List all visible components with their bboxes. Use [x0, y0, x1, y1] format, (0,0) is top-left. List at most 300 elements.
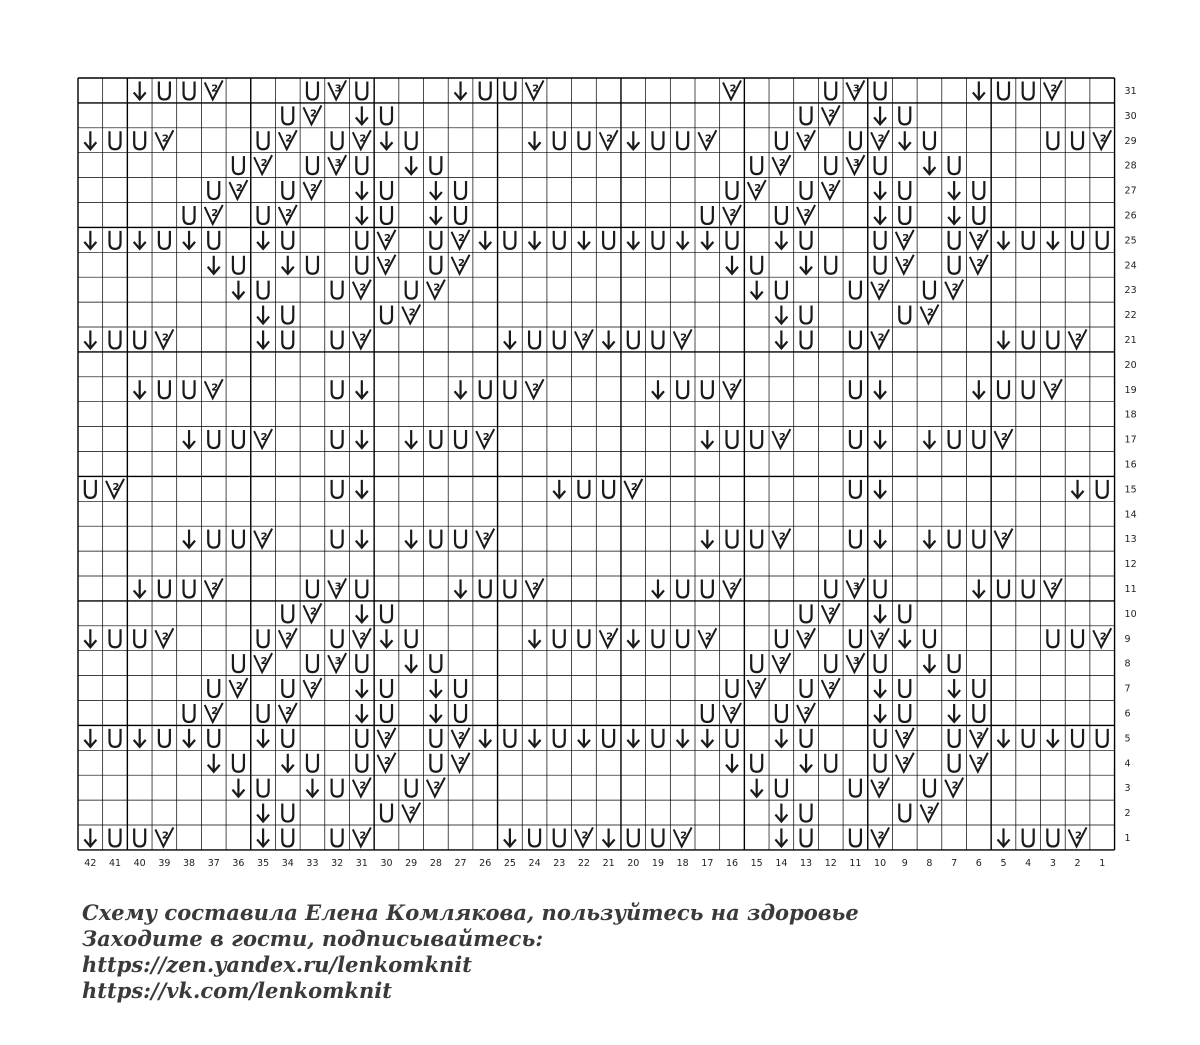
- decrease-count: 2: [877, 780, 885, 792]
- decrease-2-icon: [155, 628, 173, 647]
- yarn-over-icon: [677, 380, 688, 398]
- yarn-over-shape: [134, 330, 145, 348]
- decrease-count: 2: [260, 656, 268, 668]
- yarn-over-icon: [702, 704, 713, 722]
- column-label: 31: [355, 857, 368, 869]
- yarn-over-shape: [702, 380, 713, 398]
- decrease-count: 2: [976, 730, 984, 742]
- yarn-over-shape: [554, 231, 565, 249]
- yarn-over-shape: [282, 604, 293, 622]
- yarn-over-icon: [307, 579, 318, 597]
- yarn-over-icon: [875, 654, 886, 672]
- yarn-over-shape: [924, 779, 935, 797]
- yarn-over-shape: [258, 281, 269, 299]
- down-arrow-icon: [282, 256, 294, 274]
- yarn-over-shape: [850, 281, 861, 299]
- yarn-over-icon: [134, 629, 145, 647]
- yarn-over-icon: [184, 206, 195, 224]
- down-arrow-icon: [381, 629, 393, 647]
- yarn-over-shape: [110, 330, 121, 348]
- yarn-over-shape: [973, 430, 984, 448]
- decrease-count: 3: [852, 158, 860, 170]
- yarn-over-icon: [949, 754, 960, 772]
- yarn-over-shape: [381, 804, 392, 822]
- yarn-over-shape: [430, 754, 441, 772]
- yarn-over-icon: [801, 306, 812, 324]
- decrease-count: 2: [877, 631, 885, 643]
- decrease-2-icon: [698, 628, 716, 647]
- down-arrow-icon: [208, 256, 220, 274]
- yarn-over-shape: [1072, 131, 1083, 149]
- yarn-over-icon: [677, 629, 688, 647]
- yarn-over-icon: [258, 629, 269, 647]
- decrease-count: 2: [976, 232, 984, 244]
- decrease-count: 2: [458, 232, 466, 244]
- down-arrow-icon: [134, 579, 146, 597]
- yarn-over-shape: [406, 131, 417, 149]
- yarn-over-shape: [973, 206, 984, 224]
- yarn-over-icon: [504, 729, 515, 747]
- yarn-over-icon: [1023, 729, 1034, 747]
- yarn-over-shape: [850, 430, 861, 448]
- down-arrow-icon: [381, 131, 393, 149]
- yarn-over-icon: [973, 679, 984, 697]
- column-label: 42: [84, 857, 97, 869]
- yarn-over-icon: [801, 330, 812, 348]
- yarn-over-shape: [1072, 629, 1083, 647]
- row-label: 21: [1124, 334, 1137, 346]
- yarn-over-shape: [801, 729, 812, 747]
- decrease-2-icon: [1044, 578, 1062, 597]
- decrease-2-icon: [303, 105, 321, 124]
- yarn-over-icon: [578, 629, 589, 647]
- down-arrow-icon: [775, 729, 787, 747]
- yarn-over-icon: [949, 156, 960, 174]
- yarn-over-icon: [332, 480, 343, 498]
- yarn-over-shape: [875, 81, 886, 99]
- decrease-2-icon: [871, 280, 889, 299]
- yarn-over-icon: [356, 256, 367, 274]
- vk-link[interactable]: https://vk.com/lenkomknit: [82, 978, 392, 1003]
- decrease-count: 2: [359, 830, 367, 842]
- yarn-over-icon: [282, 306, 293, 324]
- down-arrow-icon: [775, 231, 787, 249]
- decrease-2-icon: [1093, 628, 1111, 647]
- yarn-over-icon: [875, 156, 886, 174]
- down-arrow-icon: [405, 156, 417, 174]
- decrease-2-icon: [1069, 329, 1087, 348]
- row-label: 5: [1124, 733, 1131, 745]
- yarn-over-icon: [998, 380, 1009, 398]
- decrease-2-icon: [871, 130, 889, 149]
- decrease-2-icon: [106, 479, 124, 498]
- decrease-2-icon: [970, 753, 988, 772]
- yarn-over-shape: [356, 256, 367, 274]
- down-arrow-icon: [257, 804, 269, 822]
- yarn-over-icon: [578, 480, 589, 498]
- yarn-over-shape: [430, 256, 441, 274]
- yarn-over-icon: [850, 281, 861, 299]
- decrease-count: 2: [285, 705, 293, 717]
- yarn-over-shape: [652, 131, 663, 149]
- decrease-3-icon: [846, 80, 864, 99]
- yarn-over-icon: [603, 480, 614, 498]
- yarn-over-shape: [949, 231, 960, 249]
- yarn-over-icon: [850, 480, 861, 498]
- yarn-over-shape: [751, 754, 762, 772]
- yarn-over-icon: [307, 156, 318, 174]
- yarn-over-icon: [282, 330, 293, 348]
- yarn-over-icon: [554, 330, 565, 348]
- yarn-over-shape: [406, 629, 417, 647]
- decrease-3-icon: [328, 155, 346, 174]
- yarn-over-icon: [973, 181, 984, 199]
- decrease-2-icon: [797, 628, 815, 647]
- yarn-over-icon: [850, 629, 861, 647]
- decrease-2-icon: [254, 155, 272, 174]
- decrease-count: 2: [1050, 382, 1058, 394]
- yarn-over-icon: [850, 330, 861, 348]
- column-label: 41: [108, 857, 122, 869]
- yarn-over-icon: [381, 604, 392, 622]
- down-arrow-icon: [973, 380, 985, 398]
- yarn-over-shape: [134, 629, 145, 647]
- yarn-over-icon: [801, 106, 812, 124]
- yarn-over-shape: [233, 654, 244, 672]
- yarn-over-icon: [159, 579, 170, 597]
- yarn-over-icon: [1023, 579, 1034, 597]
- yarn-over-shape: [603, 729, 614, 747]
- yarn-over-icon: [134, 330, 145, 348]
- down-arrow-icon: [998, 828, 1010, 846]
- down-arrow-icon: [529, 629, 541, 647]
- yarn-over-shape: [924, 629, 935, 647]
- column-label: 1: [1099, 857, 1106, 869]
- yarn-over-shape: [801, 106, 812, 124]
- yarn-over-icon: [554, 729, 565, 747]
- down-arrow-icon: [578, 729, 590, 747]
- yarn-over-shape: [1023, 380, 1034, 398]
- decrease-2-icon: [452, 753, 470, 772]
- yarn-over-icon: [801, 729, 812, 747]
- decrease-2-icon: [378, 753, 396, 772]
- yarn-over-shape: [332, 281, 343, 299]
- yarn-over-icon: [776, 704, 787, 722]
- decrease-2-icon: [772, 155, 790, 174]
- decrease-count: 2: [458, 755, 466, 767]
- decrease-2-icon: [205, 379, 223, 398]
- row-label: 29: [1124, 135, 1137, 147]
- yarn-over-icon: [825, 81, 836, 99]
- decrease-count: 2: [729, 705, 737, 717]
- decrease-count: 2: [359, 332, 367, 344]
- column-label: 17: [701, 857, 714, 869]
- decrease-2-icon: [254, 429, 272, 448]
- down-arrow-icon: [356, 679, 368, 697]
- decrease-2-icon: [871, 628, 889, 647]
- yarn-over-shape: [381, 704, 392, 722]
- yarn-over-shape: [184, 704, 195, 722]
- decrease-count: 2: [926, 307, 934, 319]
- row-label: 7: [1124, 683, 1131, 695]
- decrease-2-icon: [353, 827, 371, 846]
- yarn-over-icon: [208, 729, 219, 747]
- down-arrow-icon: [603, 330, 615, 348]
- yarn-over-shape: [455, 181, 466, 199]
- yarn-over-shape: [134, 828, 145, 846]
- yarn-over-icon: [850, 131, 861, 149]
- decrease-2-icon: [723, 80, 741, 99]
- yarn-over-shape: [652, 629, 663, 647]
- yarn-over-icon: [455, 430, 466, 448]
- yarn-over-shape: [825, 256, 836, 274]
- yarn-over-icon: [430, 754, 441, 772]
- yarn-over-icon: [430, 231, 441, 249]
- down-arrow-icon: [923, 430, 935, 448]
- column-label: 30: [380, 857, 393, 869]
- decrease-2-icon: [254, 529, 272, 548]
- zen-link[interactable]: https://zen.yandex.ru/lenkomknit: [82, 952, 472, 977]
- yarn-over-shape: [801, 604, 812, 622]
- yarn-over-icon: [307, 654, 318, 672]
- decrease-2-icon: [748, 678, 766, 697]
- yarn-over-icon: [480, 579, 491, 597]
- down-arrow-icon: [134, 380, 146, 398]
- decrease-count: 2: [828, 606, 836, 618]
- decrease-count: 2: [926, 805, 934, 817]
- yarn-over-icon: [776, 779, 787, 797]
- yarn-over-shape: [727, 530, 738, 548]
- yarn-over-icon: [652, 629, 663, 647]
- down-arrow-icon: [701, 729, 713, 747]
- decrease-count: 2: [1050, 581, 1058, 593]
- decrease-3-icon: [846, 653, 864, 672]
- yarn-over-icon: [184, 704, 195, 722]
- yarn-over-shape: [455, 679, 466, 697]
- yarn-over-icon: [751, 654, 762, 672]
- yarn-over-icon: [727, 181, 738, 199]
- column-label: 23: [553, 857, 566, 869]
- yarn-over-shape: [332, 828, 343, 846]
- yarn-over-icon: [776, 629, 787, 647]
- down-arrow-icon: [356, 380, 368, 398]
- yarn-over-icon: [134, 828, 145, 846]
- column-label: 6: [975, 857, 982, 869]
- down-arrow-icon: [627, 729, 639, 747]
- yarn-over-icon: [332, 779, 343, 797]
- yarn-over-shape: [825, 579, 836, 597]
- yarn-over-shape: [208, 181, 219, 199]
- yarn-over-shape: [307, 256, 318, 274]
- yarn-over-shape: [356, 654, 367, 672]
- yarn-over-icon: [850, 430, 861, 448]
- column-label: 8: [926, 857, 933, 869]
- yarn-over-icon: [1097, 729, 1108, 747]
- down-arrow-icon: [800, 754, 812, 772]
- yarn-over-shape: [578, 629, 589, 647]
- yarn-over-icon: [727, 729, 738, 747]
- yarn-over-shape: [282, 231, 293, 249]
- decrease-count: 2: [285, 207, 293, 219]
- yarn-over-icon: [233, 654, 244, 672]
- yarn-over-shape: [480, 81, 491, 99]
- yarn-over-icon: [356, 654, 367, 672]
- row-label: 4: [1124, 758, 1131, 770]
- yarn-over-icon: [554, 231, 565, 249]
- yarn-over-shape: [1047, 330, 1058, 348]
- decrease-2-icon: [1093, 130, 1111, 149]
- yarn-over-icon: [924, 131, 935, 149]
- yarn-over-shape: [381, 604, 392, 622]
- column-label: 19: [651, 857, 665, 869]
- yarn-over-icon: [233, 754, 244, 772]
- yarn-over-shape: [850, 380, 861, 398]
- yarn-over-icon: [381, 704, 392, 722]
- yarn-over-shape: [1047, 131, 1058, 149]
- down-arrow-icon: [84, 729, 96, 747]
- yarn-over-shape: [652, 231, 663, 249]
- yarn-over-shape: [159, 231, 170, 249]
- decrease-2-icon: [920, 803, 938, 822]
- column-label: 10: [874, 857, 887, 869]
- yarn-over-shape: [430, 530, 441, 548]
- down-arrow-icon: [529, 231, 541, 249]
- yarn-over-icon: [110, 629, 121, 647]
- yarn-over-shape: [677, 380, 688, 398]
- yarn-over-shape: [702, 579, 713, 597]
- row-label: 8: [1124, 658, 1131, 670]
- yarn-over-shape: [825, 754, 836, 772]
- yarn-over-icon: [406, 779, 417, 797]
- yarn-over-shape: [554, 828, 565, 846]
- yarn-over-shape: [973, 530, 984, 548]
- yarn-over-shape: [356, 156, 367, 174]
- row-label: 1: [1124, 832, 1131, 844]
- decrease-2-icon: [896, 728, 914, 747]
- yarn-over-shape: [727, 679, 738, 697]
- yarn-over-icon: [307, 256, 318, 274]
- yarn-over-shape: [159, 729, 170, 747]
- yarn-over-icon: [332, 530, 343, 548]
- decrease-count: 2: [902, 755, 910, 767]
- down-arrow-icon: [183, 729, 195, 747]
- decrease-2-icon: [945, 778, 963, 797]
- column-label: 22: [577, 857, 590, 869]
- decrease-2-icon: [896, 230, 914, 249]
- yarn-over-icon: [875, 579, 886, 597]
- yarn-over-icon: [356, 81, 367, 99]
- column-label: 25: [503, 857, 516, 869]
- yarn-over-icon: [825, 579, 836, 597]
- yarn-over-icon: [1097, 231, 1108, 249]
- yarn-over-icon: [801, 679, 812, 697]
- yarn-over-shape: [307, 754, 318, 772]
- column-label: 16: [725, 857, 739, 869]
- yarn-over-shape: [529, 828, 540, 846]
- yarn-over-icon: [899, 804, 910, 822]
- yarn-over-icon: [282, 106, 293, 124]
- down-arrow-icon: [356, 704, 368, 722]
- decrease-count: 2: [532, 83, 540, 95]
- decrease-2-icon: [353, 280, 371, 299]
- decrease-count: 2: [754, 681, 762, 693]
- yarn-over-icon: [899, 306, 910, 324]
- down-arrow-icon: [874, 704, 886, 722]
- down-arrow-icon: [677, 729, 689, 747]
- yarn-over-shape: [578, 131, 589, 149]
- yarn-over-icon: [652, 729, 663, 747]
- yarn-over-shape: [949, 530, 960, 548]
- yarn-over-shape: [652, 828, 663, 846]
- decrease-count: 3: [334, 83, 342, 95]
- decrease-count: 2: [754, 183, 762, 195]
- yarn-over-icon: [258, 779, 269, 797]
- decrease-2-icon: [1044, 80, 1062, 99]
- yarn-over-shape: [110, 231, 121, 249]
- column-label: 13: [800, 857, 813, 869]
- yarn-over-shape: [504, 579, 515, 597]
- decrease-2-icon: [797, 703, 815, 722]
- yarn-over-icon: [1072, 629, 1083, 647]
- down-arrow-icon: [183, 530, 195, 548]
- column-label: 36: [232, 857, 245, 869]
- yarn-over-shape: [973, 704, 984, 722]
- yarn-over-icon: [949, 530, 960, 548]
- decrease-count: 2: [951, 780, 959, 792]
- yarn-over-icon: [899, 181, 910, 199]
- row-label: 19: [1124, 384, 1137, 396]
- decrease-2-icon: [378, 728, 396, 747]
- yarn-over-shape: [875, 579, 886, 597]
- yarn-over-icon: [1047, 828, 1058, 846]
- decrease-count: 2: [877, 332, 885, 344]
- decrease-count: 2: [408, 307, 416, 319]
- yarn-over-shape: [776, 131, 787, 149]
- yarn-over-icon: [258, 131, 269, 149]
- yarn-over-shape: [208, 231, 219, 249]
- down-arrow-icon: [775, 828, 787, 846]
- down-arrow-icon: [479, 729, 491, 747]
- yarn-over-icon: [258, 281, 269, 299]
- down-arrow-icon: [84, 629, 96, 647]
- yarn-over-shape: [233, 156, 244, 174]
- down-arrow-icon: [751, 779, 763, 797]
- down-arrow-icon: [603, 828, 615, 846]
- yarn-over-icon: [1023, 828, 1034, 846]
- yarn-over-icon: [554, 629, 565, 647]
- yarn-over-shape: [307, 654, 318, 672]
- decrease-2-icon: [772, 529, 790, 548]
- yarn-over-shape: [110, 828, 121, 846]
- yarn-over-shape: [504, 729, 515, 747]
- yarn-over-shape: [159, 81, 170, 99]
- yarn-over-icon: [381, 306, 392, 324]
- column-label: 4: [1025, 857, 1032, 869]
- decrease-count: 2: [482, 531, 490, 543]
- yarn-over-icon: [875, 81, 886, 99]
- down-arrow-icon: [356, 206, 368, 224]
- yarn-over-icon: [628, 330, 639, 348]
- yarn-over-icon: [110, 828, 121, 846]
- yarn-over-shape: [776, 281, 787, 299]
- decrease-count: 2: [532, 382, 540, 394]
- decrease-2-icon: [723, 578, 741, 597]
- decrease-2-icon: [205, 205, 223, 224]
- yarn-over-shape: [850, 828, 861, 846]
- yarn-over-shape: [949, 654, 960, 672]
- yarn-over-shape: [282, 729, 293, 747]
- down-arrow-icon: [257, 306, 269, 324]
